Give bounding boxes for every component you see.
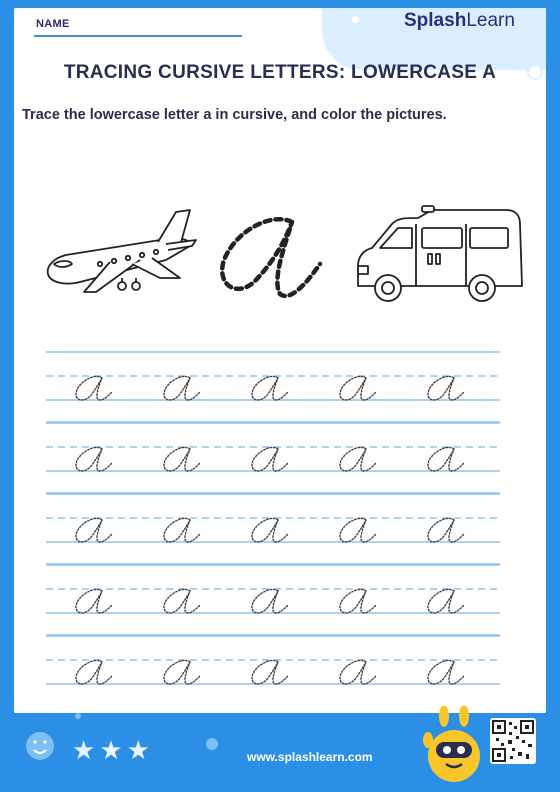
ambulance-icon bbox=[358, 206, 522, 301]
qr-code[interactable] bbox=[490, 718, 536, 764]
traceable-letter-a[interactable] bbox=[340, 589, 376, 613]
instruction-text: Trace the lowercase letter a in cursive, and color the pictures. bbox=[22, 107, 447, 123]
traceable-letter-a[interactable] bbox=[428, 447, 464, 471]
qr-code-icon bbox=[490, 718, 536, 764]
traceable-letter-a[interactable] bbox=[164, 589, 200, 613]
tracing-row bbox=[46, 423, 500, 493]
traceable-letter-a[interactable] bbox=[252, 518, 288, 542]
traceable-letter-a[interactable] bbox=[76, 660, 112, 684]
traceable-letter-a[interactable] bbox=[428, 660, 464, 684]
tracing-row bbox=[46, 352, 500, 422]
traceable-letter-a[interactable] bbox=[428, 518, 464, 542]
tracing-row bbox=[46, 494, 500, 564]
footer-stars bbox=[72, 736, 154, 766]
star-icon: ★ bbox=[126, 736, 150, 766]
traceable-letter-a[interactable] bbox=[76, 589, 112, 613]
traceable-letter-a[interactable] bbox=[164, 660, 200, 684]
traceable-letter-a[interactable] bbox=[76, 518, 112, 542]
traceable-letter-a[interactable] bbox=[340, 376, 376, 400]
name-line bbox=[34, 35, 242, 37]
star-icon: ★ bbox=[72, 736, 96, 766]
pictures-row bbox=[40, 200, 530, 310]
name-label: NAME bbox=[36, 18, 70, 30]
traceable-letter-a[interactable] bbox=[252, 447, 288, 471]
page-title: TRACING CURSIVE LETTERS: LOWERCASE A bbox=[63, 62, 497, 83]
traceable-letter-a[interactable] bbox=[76, 376, 112, 400]
traceable-letter-a[interactable] bbox=[164, 518, 200, 542]
traceable-letter-a[interactable] bbox=[164, 376, 200, 400]
decor-dot bbox=[352, 16, 359, 23]
traceable-letter-a[interactable] bbox=[428, 589, 464, 613]
traceable-letter-a[interactable] bbox=[340, 660, 376, 684]
star-icon: ★ bbox=[99, 736, 123, 766]
traceable-letter-a[interactable] bbox=[164, 447, 200, 471]
tracing-row bbox=[46, 636, 500, 700]
traceable-letter-a[interactable] bbox=[340, 447, 376, 471]
splashlearn-logo: SplashLearn bbox=[404, 10, 515, 31]
traceable-letter-a[interactable] bbox=[428, 376, 464, 400]
footer-url[interactable]: www.splashlearn.com bbox=[247, 750, 373, 764]
traceable-letter-a[interactable] bbox=[252, 376, 288, 400]
tracing-practice-area bbox=[0, 330, 560, 700]
airplane-icon bbox=[48, 210, 196, 292]
mascot-icon bbox=[420, 706, 492, 786]
tracing-row bbox=[46, 565, 500, 635]
cursive-a-model bbox=[222, 219, 320, 296]
traceable-letter-a[interactable] bbox=[252, 589, 288, 613]
traceable-letter-a[interactable] bbox=[252, 660, 288, 684]
traceable-letter-a[interactable] bbox=[340, 518, 376, 542]
traceable-letter-a[interactable] bbox=[76, 447, 112, 471]
